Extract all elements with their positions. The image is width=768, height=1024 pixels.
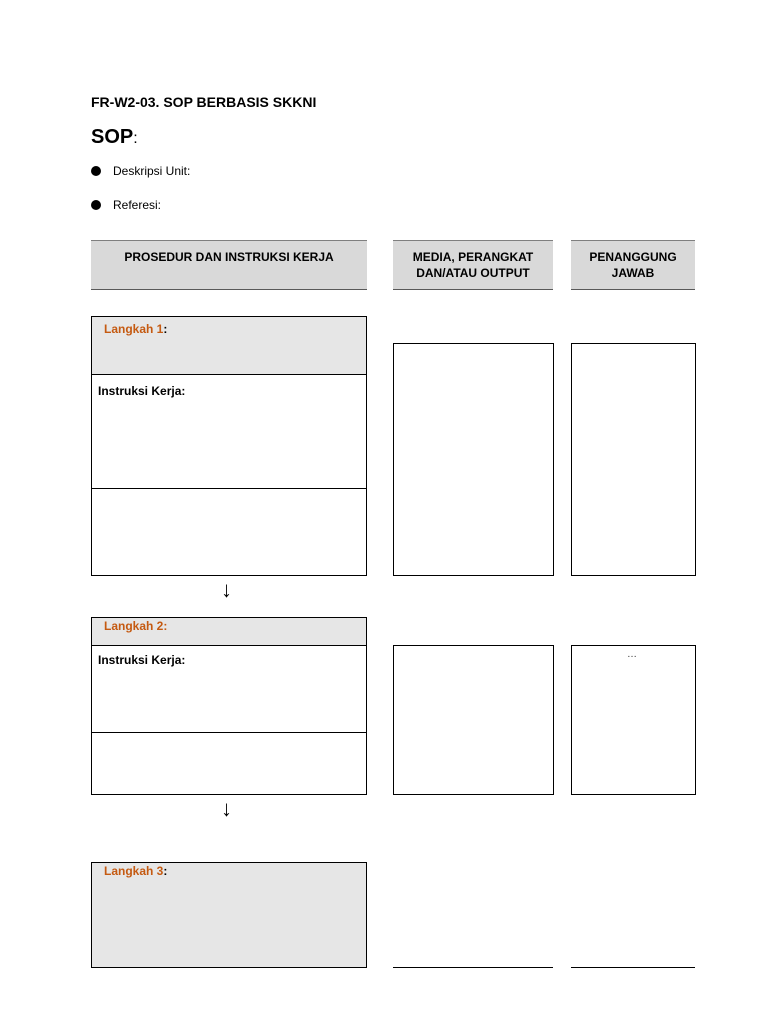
bullet-label: Referesi: [113,198,162,212]
sop-colon: : [133,130,138,147]
form-title: FR-W2-03. SOP BERBASIS SKKNI [91,94,317,110]
column-header-label: MEDIA, PERANGKAT DAN/ATAU OUTPUT [412,250,534,280]
step-3-responsible-rule [571,967,695,968]
step-3-media-rule [393,967,553,968]
step-1-notes-box[interactable] [91,488,367,576]
step-3-header [91,862,367,968]
bullet-icon [91,200,101,210]
step-1-media-box[interactable] [393,343,554,576]
column-header-label: PENANGGUNG JAWAB [589,250,677,280]
column-header-procedure [91,240,367,290]
flow-arrow-icon: ↓ [221,577,232,602]
column-header-label: PROSEDUR DAN INSTRUKSI KERJA [124,250,334,264]
step-2-instruction-label: Instruksi Kerja: [98,653,186,667]
step-2-label: Langkah 2: [104,619,168,633]
bullet-icon [91,166,101,176]
step-2-media-box[interactable] [393,645,554,795]
sop-label: SOP [91,126,134,148]
step-1-responsible-box[interactable] [571,343,696,576]
column-header-media [393,240,553,290]
sop-heading [91,126,138,149]
step-1-instruction-label: Instruksi Kerja: [98,384,186,398]
bullet-unit-description [91,164,190,178]
step-2-header [91,617,367,646]
step-1-header [91,316,367,375]
responsible-placeholder: … [627,649,637,660]
bullet-reference [91,198,161,212]
step-2-instruction-box[interactable] [91,645,367,733]
bullet-label: Deskripsi Unit: [113,164,191,178]
step-2-notes-box[interactable] [91,732,367,795]
step-2-responsible-box[interactable] [571,645,696,795]
column-header-responsible [571,240,695,290]
flow-arrow-icon: ↓ [221,796,232,821]
step-3-label: Langkah 3: [104,864,168,878]
step-1-instruction-box[interactable] [91,374,367,489]
step-1-label: Langkah 1: [104,322,168,336]
